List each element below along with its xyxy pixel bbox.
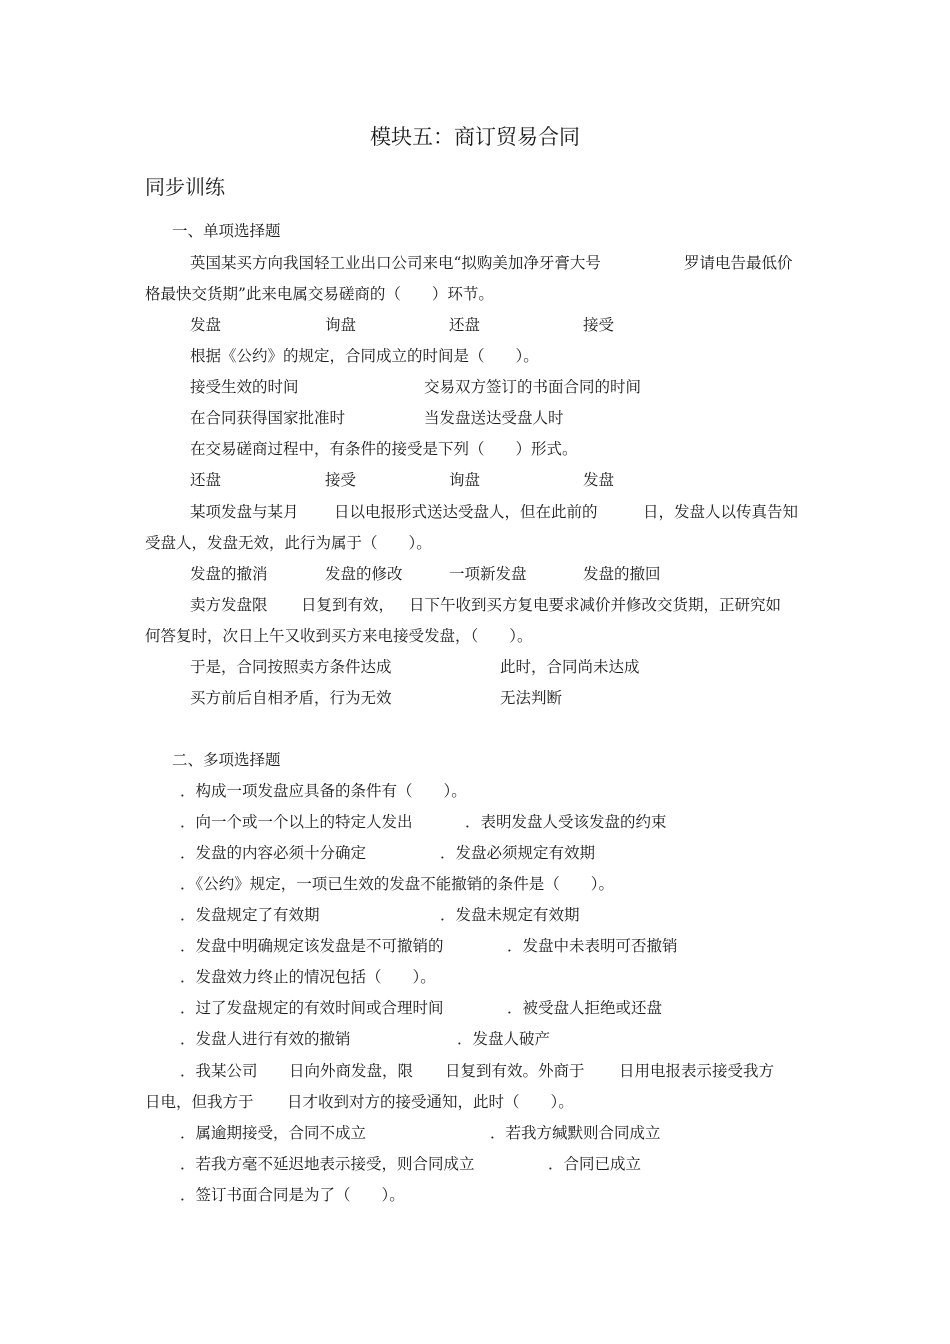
page-title: 模块五：商订贸易合同	[370, 125, 580, 149]
s1-q3-stem: 在交易磋商过程中，有条件的接受是下列（ ）形式。	[190, 440, 578, 458]
s2-q1-option: ．发盘的内容必须十分确定	[180, 844, 367, 862]
s1-q3-option: 还盘	[190, 471, 222, 489]
s1-q2-stem: 根据《公约》的规定，合同成立的时间是（ ）。	[190, 347, 539, 365]
s1-q4-text: 某项发盘与某月	[190, 503, 299, 521]
section-subtitle: 同步训练	[145, 175, 225, 199]
s2-q1-option: ．表明发盘人受该发盘的约束	[465, 813, 667, 831]
s2-q5-stem: ．签订书面合同是为了（ ）。	[180, 1186, 405, 1204]
s1-q3-option: 发盘	[583, 471, 615, 489]
s2-q4-text: 日向外商发盘，限	[289, 1062, 414, 1080]
s1-q2-option: 当发盘送达受盘人时	[424, 409, 564, 427]
s1-q4-option: 发盘的撤回	[583, 565, 661, 583]
s2-q3-option: ．发盘人破产	[457, 1030, 551, 1048]
s1-q1-text: 格最快交货期”此来电属交易磋商的（ ）环节。	[145, 285, 494, 303]
s1-q5-option: 此时，合同尚未达成	[500, 658, 640, 676]
s2-q1-option: ．发盘必须规定有效期	[440, 844, 596, 862]
s2-q4-text: ．我某公司	[180, 1062, 258, 1080]
s2-q3-option: ．过了发盘规定的有效时间或合理时间	[180, 999, 444, 1017]
s2-q2-option: ．发盘未规定有效期	[440, 906, 580, 924]
s1-q4-option: 发盘的修改	[325, 565, 403, 583]
s1-q1-option: 还盘	[449, 316, 481, 334]
s1-q1-option: 接受	[583, 316, 615, 334]
s1-q5-text: 卖方发盘限	[190, 596, 268, 614]
s2-q1-stem: ．构成一项发盘应具备的条件有（ ）。	[180, 782, 467, 800]
s2-q4-option: ．合同已成立	[548, 1155, 642, 1173]
s2-q4-text: 日复到有效。外商于	[445, 1062, 585, 1080]
s1-q5-option: 于是，合同按照卖方条件达成	[190, 658, 392, 676]
s2-q3-option: ．被受盘人拒绝或还盘	[507, 999, 663, 1017]
s1-q4-text: 日，发盘人以传真告知	[643, 503, 799, 521]
s2-q4-option: ．若我方缄默则合同成立	[490, 1124, 661, 1142]
s1-q3-option: 询盘	[449, 471, 481, 489]
s1-q5-text: 日复到有效，	[301, 596, 395, 614]
s2-q2-option: ．发盘中明确规定该发盘是不可撤销的	[180, 937, 444, 955]
s1-q4-option: 发盘的撤消	[190, 565, 268, 583]
s2-q1-option: ．向一个或一个以上的特定人发出	[180, 813, 413, 831]
s1-q2-option: 交易双方签订的书面合同的时间	[424, 378, 642, 396]
s2-q4-text: 日电，但我方于	[145, 1093, 254, 1111]
s2-q3-option: ．发盘人进行有效的撤销	[180, 1030, 351, 1048]
s1-q4-text: 受盘人，发盘无效，此行为属于（ ）。	[145, 534, 432, 552]
s1-q1-option: 发盘	[190, 316, 222, 334]
s1-q5-option: 无法判断	[500, 689, 563, 707]
s1-q5-text: 日下午收到买方复电要求减价并修改交货期，正研究如	[409, 596, 782, 614]
s1-q1-option: 询盘	[325, 316, 357, 334]
s1-q4-option: 一项新发盘	[449, 565, 527, 583]
section2-heading: 二、多项选择题	[172, 751, 281, 769]
s2-q4-option: ．属逾期接受，合同不成立	[180, 1124, 367, 1142]
s2-q4-text: 日用电报表示接受我方	[619, 1062, 775, 1080]
s2-q2-option: ．发盘中未表明可否撤销	[507, 937, 678, 955]
s2-q2-option: ．发盘规定了有效期	[180, 906, 320, 924]
s1-q3-option: 接受	[325, 471, 357, 489]
s1-q5-option: 买方前后自相矛盾，行为无效	[190, 689, 392, 707]
s2-q4-text: 日才收到对方的接受通知，此时（ ）。	[287, 1093, 574, 1111]
s2-q3-stem: ．发盘效力终止的情况包括（ ）。	[180, 968, 436, 986]
s2-q4-option: ．若我方毫不延迟地表示接受，则合同成立	[180, 1155, 475, 1173]
s1-q1-text: 罗请电告最低价	[684, 254, 793, 272]
s1-q2-option: 接受生效的时间	[190, 378, 299, 396]
s2-q2-stem: ．《公约》规定，一项已生效的发盘不能撤销的条件是（ ）。	[180, 875, 615, 893]
section1-heading: 一、单项选择题	[172, 222, 281, 240]
s1-q4-text: 日以电报形式送达受盘人，但在此前的	[334, 503, 598, 521]
s1-q2-option: 在合同获得国家批准时	[190, 409, 346, 427]
s1-q1-text: 英国某买方向我国轻工业出口公司来电“拟购美加净牙膏大号	[190, 254, 601, 272]
s1-q5-text: 何答复时，次日上午又收到买方来电接受发盘，（ ）。	[145, 627, 533, 645]
